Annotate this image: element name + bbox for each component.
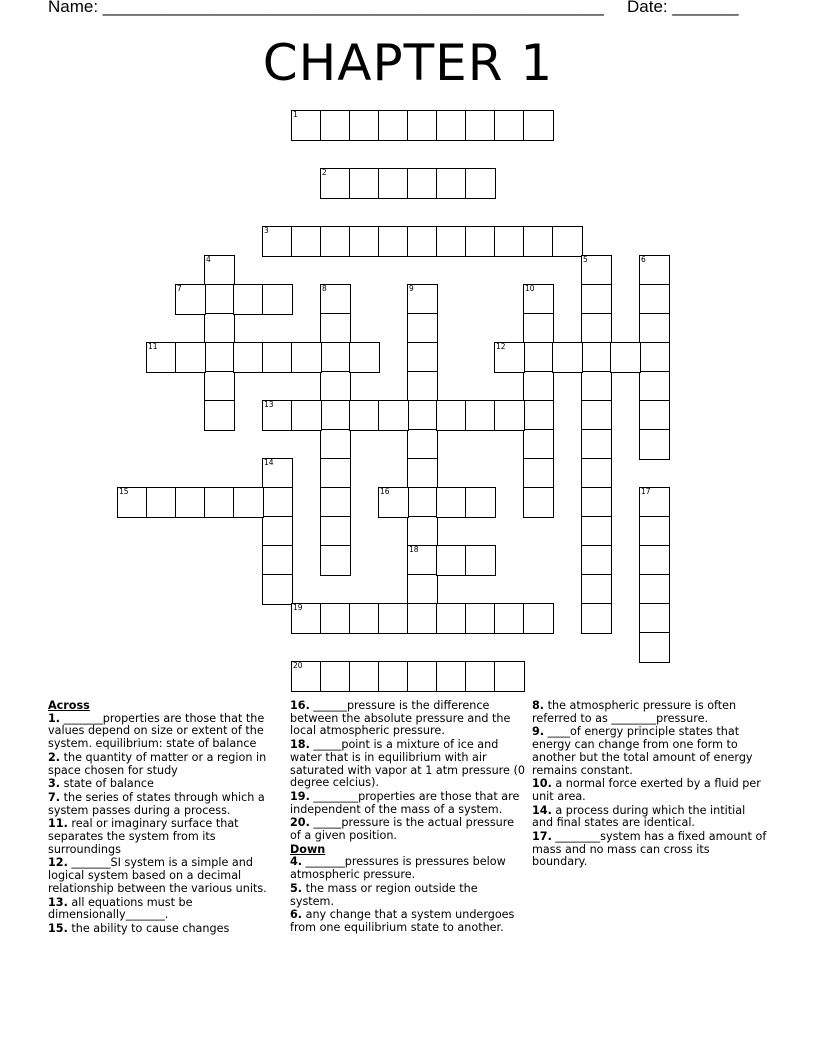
grid-cell[interactable]	[639, 255, 670, 286]
grid-cell[interactable]	[291, 603, 322, 634]
grid-cell[interactable]	[581, 371, 612, 402]
grid-cell[interactable]	[204, 342, 235, 373]
grid-cell[interactable]	[262, 487, 293, 518]
clue-number: 2	[322, 168, 327, 177]
grid-cell[interactable]	[581, 458, 612, 489]
grid-cell[interactable]	[523, 458, 554, 489]
grid-cell[interactable]	[523, 110, 554, 141]
grid-cell[interactable]	[407, 516, 438, 547]
grid-cell[interactable]	[639, 429, 670, 460]
grid-cell[interactable]	[523, 313, 554, 344]
grid-cell[interactable]	[581, 400, 612, 431]
grid-cell[interactable]	[262, 458, 293, 489]
grid-cell[interactable]	[320, 400, 351, 431]
grid-cell[interactable]	[494, 400, 525, 431]
grid-cell[interactable]	[407, 429, 438, 460]
grid-cell[interactable]	[291, 226, 322, 257]
clue-across-12: 12. _______SI system is a simple and logical system based on a decimal relationship between the various units.	[48, 856, 267, 895]
grid-cell[interactable]	[320, 313, 351, 344]
grid-cell[interactable]	[581, 429, 612, 460]
clue-across-2: 2. the quantity of matter or a region in space chosen for study	[48, 750, 267, 777]
page-title: CHAPTER 1	[262, 34, 554, 92]
down-heading: Down	[290, 842, 326, 856]
clue-across-7: 7. the series of states through which a system passes during a process.	[48, 790, 265, 817]
grid-cell[interactable]	[581, 313, 612, 344]
clue-down-8: 8. the atmospheric pressure is often referred to as ________pressure.	[532, 699, 737, 725]
grid-cell[interactable]	[233, 487, 264, 518]
grid-cell[interactable]	[436, 661, 467, 692]
grid-cell[interactable]	[320, 603, 351, 634]
grid-cell[interactable]	[204, 284, 235, 315]
grid-cell[interactable]	[320, 429, 351, 460]
grid-cell[interactable]	[407, 458, 438, 489]
grid-cell[interactable]	[523, 603, 554, 634]
grid-cell[interactable]	[581, 284, 612, 315]
grid-cell[interactable]	[320, 284, 351, 315]
clue-number: 7	[177, 284, 182, 293]
clue-number: 20	[293, 661, 303, 670]
grid-cell[interactable]	[233, 342, 264, 373]
grid-cell[interactable]	[407, 371, 438, 402]
grid-cell[interactable]	[581, 603, 612, 634]
clue-number: 3	[264, 226, 269, 235]
grid-cell[interactable]	[146, 487, 177, 518]
grid-cell[interactable]	[262, 574, 293, 605]
grid-cell[interactable]	[175, 284, 206, 315]
grid-cell[interactable]	[407, 168, 438, 199]
grid-cell[interactable]	[320, 545, 351, 576]
grid-cell[interactable]	[639, 516, 670, 547]
clue-number: 14	[264, 458, 274, 467]
grid-cell[interactable]	[378, 110, 409, 141]
grid-cell[interactable]	[204, 487, 235, 518]
clue-down-9: 9. ____of energy principle states that energy can change from one form to another but the total amount of energy remains constant.	[532, 725, 753, 777]
grid-cell[interactable]	[523, 226, 554, 257]
clue-across-19: 19. ________properties are those that are independent of the mass of a system.	[290, 789, 520, 816]
grid-cell[interactable]	[407, 603, 438, 634]
grid-cell[interactable]	[407, 545, 438, 576]
grid-cell[interactable]	[320, 226, 351, 257]
clue-across-11: 11. real or imaginary surface that separates the system from its surroundings	[48, 817, 239, 856]
grid-cell[interactable]	[349, 661, 380, 692]
across-heading: Across	[48, 699, 90, 712]
clue-number: 6	[641, 255, 646, 264]
grid-cell[interactable]	[291, 400, 322, 431]
clue-across-16: 16. ______pressure is the difference between the absolute pressure and the local atmospheric pressure.	[290, 699, 511, 738]
grid-cell[interactable]	[436, 110, 467, 141]
grid-cell[interactable]	[233, 284, 264, 315]
grid-cell[interactable]	[436, 487, 467, 518]
clue-number: 18	[409, 545, 419, 554]
grid-cell[interactable]	[494, 603, 525, 634]
grid-cell[interactable]	[523, 284, 554, 315]
grid-cell[interactable]	[378, 487, 409, 518]
grid-cell[interactable]	[465, 168, 496, 199]
clue-number: 10	[525, 284, 535, 293]
grid-cell[interactable]	[407, 313, 438, 344]
grid-cell[interactable]	[378, 661, 409, 692]
clue-across-1: 1. _______properties are those that the values depend on size or extent of the system. equilibrium: state of balance	[48, 711, 265, 751]
grid-cell[interactable]	[407, 574, 438, 605]
grid-cell[interactable]	[407, 226, 438, 257]
grid-cell[interactable]	[581, 255, 612, 286]
clue-down-4: 4. _______pressures is pressures below atmospheric pressure.	[290, 855, 506, 882]
clue-number: 16	[380, 487, 390, 496]
clue-number: 1	[293, 110, 298, 119]
grid-cell[interactable]	[204, 371, 235, 402]
clue-number: 9	[409, 284, 414, 293]
grid-cell[interactable]	[320, 342, 351, 373]
grid-cell[interactable]	[407, 284, 438, 315]
grid-cell[interactable]	[639, 603, 670, 634]
grid-cell[interactable]	[523, 429, 554, 460]
grid-cell[interactable]	[262, 284, 293, 315]
grid-cell[interactable]	[320, 110, 351, 141]
grid-cell[interactable]	[581, 516, 612, 547]
grid-cell[interactable]	[349, 342, 380, 373]
grid-cell[interactable]	[436, 400, 467, 431]
grid-cell[interactable]	[407, 342, 438, 373]
grid-cell[interactable]	[494, 661, 525, 692]
grid-cell[interactable]	[407, 661, 438, 692]
clue-across-15: 15. the ability to cause changes	[48, 921, 230, 935]
grid-cell[interactable]	[378, 226, 409, 257]
grid-cell[interactable]	[581, 487, 612, 518]
grid-cell[interactable]	[349, 168, 380, 199]
grid-cell[interactable]	[639, 574, 670, 605]
clue-across-18: 18. _____point is a mixture of ice and water that is in equilibrium with air saturated with vapor at 1 atm pressure (0 degree celcius).	[290, 738, 525, 790]
grid-cell[interactable]	[320, 661, 351, 692]
grid-cell[interactable]	[552, 342, 583, 373]
grid-cell[interactable]	[320, 168, 351, 199]
clue-number: 17	[641, 487, 651, 496]
clue-number: 13	[264, 400, 274, 409]
grid-cell[interactable]	[494, 110, 525, 141]
grid-cell[interactable]	[465, 487, 496, 518]
grid-cell[interactable]	[581, 545, 612, 576]
grid-cell[interactable]	[146, 342, 177, 373]
grid-cell[interactable]	[378, 603, 409, 634]
clue-number: 19	[293, 603, 303, 612]
grid-cell[interactable]	[581, 342, 612, 373]
clue-number: 8	[322, 284, 327, 293]
grid-cell[interactable]	[523, 342, 554, 373]
grid-cell[interactable]	[407, 487, 438, 518]
grid-cell[interactable]	[494, 342, 525, 373]
grid-cell[interactable]	[378, 400, 409, 431]
grid-cell[interactable]	[291, 110, 322, 141]
grid-cell[interactable]	[436, 168, 467, 199]
date-field[interactable]: Date: _______	[627, 0, 739, 16]
grid-cell[interactable]	[320, 458, 351, 489]
grid-cell[interactable]	[639, 632, 670, 663]
grid-cell[interactable]	[291, 661, 322, 692]
grid-cell[interactable]	[465, 400, 496, 431]
grid-cell[interactable]	[523, 371, 554, 402]
clue-column-3	[532, 700, 767, 870]
clue-down-5: 5. the mass or region outside the system.	[290, 881, 478, 908]
grid-cell[interactable]	[204, 255, 235, 286]
grid-cell[interactable]	[204, 400, 235, 431]
grid-cell[interactable]	[465, 110, 496, 141]
grid-cell[interactable]	[465, 661, 496, 692]
grid-cell[interactable]	[262, 545, 293, 576]
grid-cell[interactable]	[291, 342, 322, 373]
grid-cell[interactable]	[378, 168, 409, 199]
grid-cell[interactable]	[349, 400, 380, 431]
grid-cell[interactable]	[407, 110, 438, 141]
grid-cell[interactable]	[639, 284, 670, 315]
clue-column-1	[48, 700, 276, 937]
clue-down-17: 17. ________system has a fixed amount of mass and no mass can cross its boundary.	[532, 830, 767, 869]
grid-cell[interactable]	[639, 400, 670, 431]
grid-cell[interactable]	[465, 603, 496, 634]
grid-cell[interactable]	[639, 371, 670, 402]
grid-cell[interactable]	[581, 574, 612, 605]
grid-cell[interactable]	[639, 545, 670, 576]
grid-cell[interactable]	[552, 226, 583, 257]
grid-cell[interactable]	[175, 487, 206, 518]
clue-across-13: 13. all equations must be dimensionally_______.	[48, 895, 193, 922]
grid-cell[interactable]	[204, 313, 235, 344]
clue-across-3: 3. state of balance	[48, 777, 154, 791]
grid-cell[interactable]	[523, 400, 554, 431]
clue-across-20: 20. _____pressure is the actual pressure of a given position.	[290, 816, 514, 843]
grid-cell[interactable]	[465, 226, 496, 257]
clue-number: 12	[496, 342, 506, 351]
grid-cell[interactable]	[349, 110, 380, 141]
clue-down-14: 14. a process during which the intitial and final states are identical.	[532, 803, 746, 830]
clue-down-6: 6. any change that a system undergoes from one equilibrium state to another.	[290, 908, 515, 934]
grid-cell[interactable]	[117, 487, 148, 518]
grid-cell[interactable]	[262, 342, 293, 373]
grid-cell[interactable]	[523, 487, 554, 518]
grid-cell[interactable]	[639, 342, 670, 373]
grid-cell[interactable]	[639, 313, 670, 344]
grid-cell[interactable]	[349, 226, 380, 257]
grid-cell[interactable]	[320, 487, 351, 518]
grid-cell[interactable]	[175, 342, 206, 373]
grid-cell[interactable]	[465, 545, 496, 576]
grid-cell[interactable]	[436, 545, 467, 576]
grid-cell[interactable]	[639, 487, 670, 518]
grid-cell[interactable]	[436, 226, 467, 257]
clue-number: 5	[583, 255, 588, 264]
clue-down-10: 10. a normal force exerted by a fluid per unit area.	[532, 777, 761, 803]
grid-cell[interactable]	[494, 226, 525, 257]
grid-cell[interactable]	[262, 400, 293, 431]
name-field[interactable]: Name: _____________________________________________________	[48, 0, 604, 16]
clue-column-2	[290, 700, 525, 936]
grid-cell[interactable]	[262, 226, 293, 257]
grid-cell[interactable]	[262, 516, 293, 547]
clue-number: 15	[119, 487, 129, 496]
grid-cell[interactable]	[436, 603, 467, 634]
grid-cell[interactable]	[349, 603, 380, 634]
grid-cell[interactable]	[407, 400, 438, 431]
grid-cell[interactable]	[320, 516, 351, 547]
clue-number: 11	[148, 342, 158, 351]
clue-number: 4	[206, 255, 211, 264]
grid-cell[interactable]	[610, 342, 641, 373]
grid-cell[interactable]	[320, 371, 351, 402]
